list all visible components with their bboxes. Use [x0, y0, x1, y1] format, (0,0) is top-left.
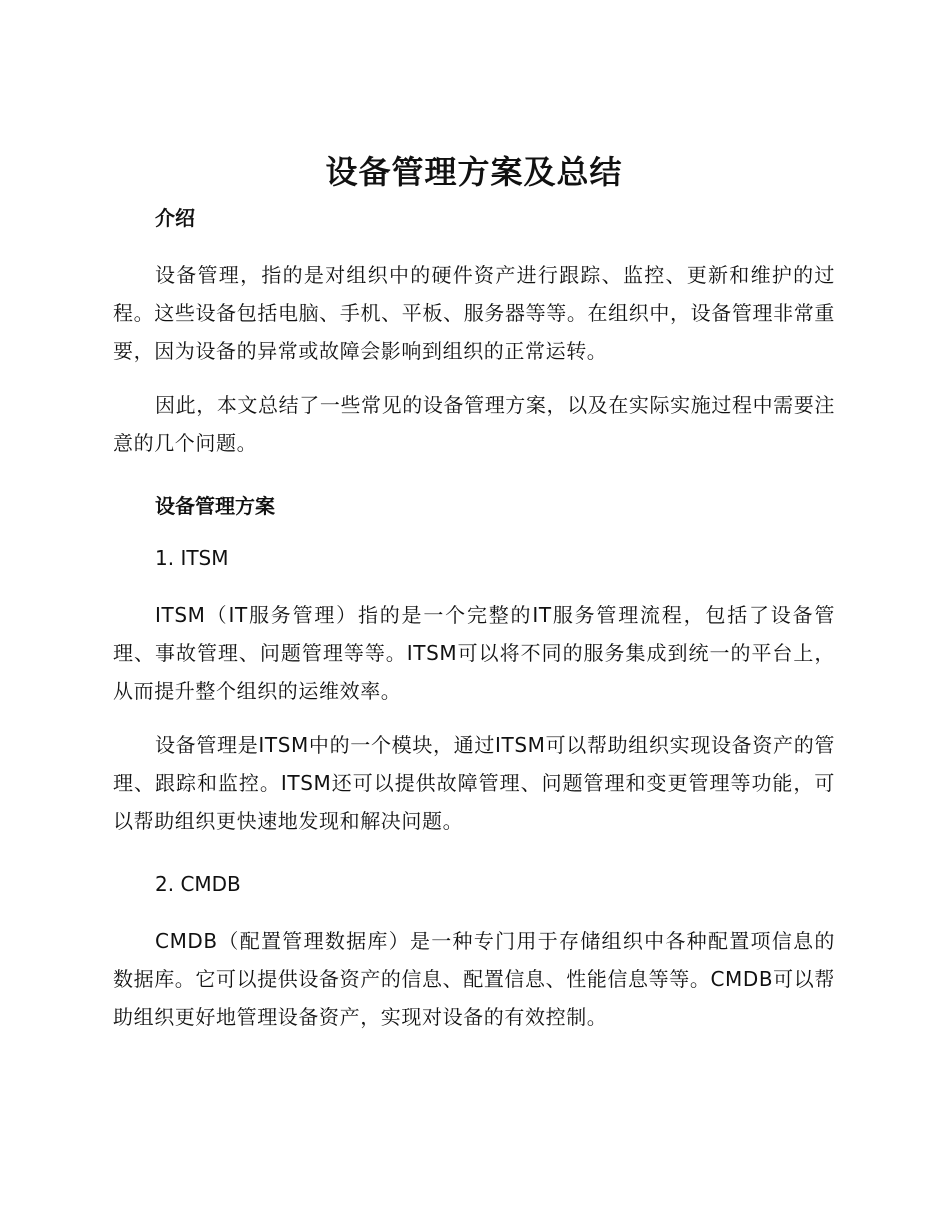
document-title: 设备管理方案及总结: [325, 153, 623, 191]
paragraph-cmdb-1: CMDB（配置管理数据库）是一种专门用于存储组织中各种配置项信息的数据库。它可以提供设备资产的信息、配置信息、性能信息等等。CMDB可以帮助组织更好地管理设备资产，实现对设备的有效控制。: [113, 929, 835, 1029]
paragraph-intro-2: 因此，本文总结了一些常见的设备管理方案，以及在实际实施过程中需要注意的几个问题。: [113, 393, 835, 455]
section-heading-intro: 介绍: [155, 206, 195, 230]
paragraph-intro-1: 设备管理，指的是对组织中的硬件资产进行跟踪、监控、更新和维护的过程。这些设备包括电脑、手机、平板、服务器等等。在组织中，设备管理非常重要，因为设备的异常或故障会影响到组织的正常运转。: [113, 263, 835, 363]
paragraph-itsm-1: ITSM（IT服务管理）指的是一个完整的IT服务管理流程，包括了设备管理、事故管理、问题管理等等。ITSM可以将不同的服务集成到统一的平台上，从而提升整个组织的运维效率。: [113, 603, 835, 703]
section-heading-plans: 设备管理方案: [155, 494, 275, 518]
subsection-heading-cmdb: 2. CMDB: [155, 872, 241, 896]
paragraph-itsm-2: 设备管理是ITSM中的一个模块，通过ITSM可以帮助组织实现设备资产的管理、跟踪和监控。ITSM还可以提供故障管理、问题管理和变更管理等功能，可以帮助组织更快速地发现和解决问题。: [113, 733, 835, 833]
subsection-heading-itsm: 1. ITSM: [155, 546, 229, 570]
document-page: [113, 150, 835, 1052]
